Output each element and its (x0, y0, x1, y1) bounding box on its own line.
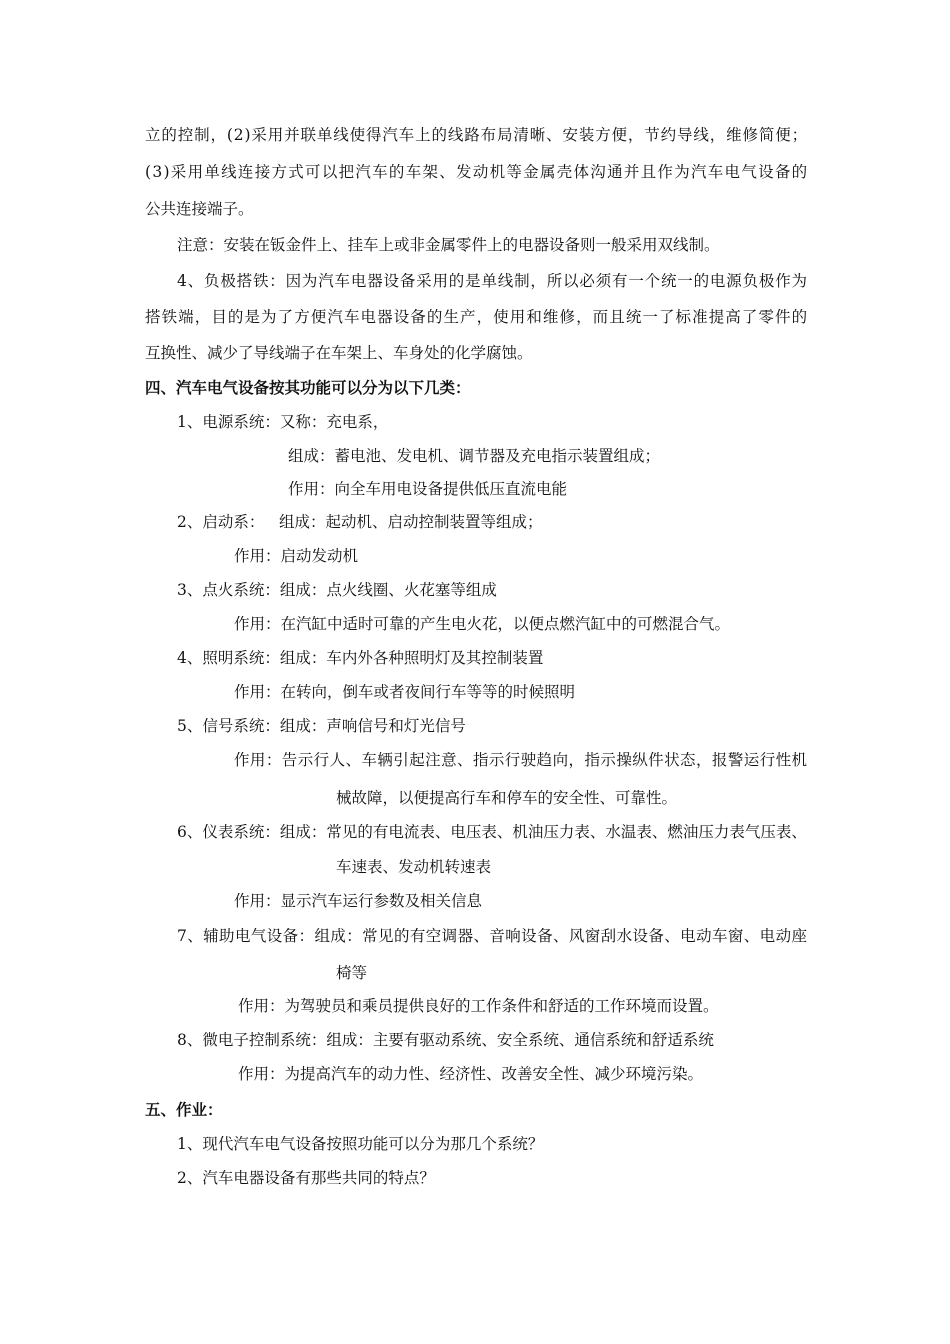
system-function: 作用：为驾驶员和乘员提供良好的工作条件和舒适的工作环境而设置。 (238, 997, 719, 1015)
system-title: 6、仪表系统：组成：常见的有电流表、电压表、机油压力表、水温表、燃油压力表气压表、 (177, 823, 807, 841)
system-title: 5、信号系统：组成：声响信号和灯光信号 (177, 717, 466, 735)
system-title: 2、启动系： (177, 513, 265, 531)
system-composition: 组成：蓄电池、发电机、调节器及充电指示装置组成； (288, 447, 661, 465)
system-title: 4、照明系统：组成：车内外各种照明灯及其控制装置 (177, 649, 544, 667)
paragraph-line: (3)采用单线连接方式可以把汽车的车架、发动机等金属壳体沟通并且作为汽车电气设备的 (145, 163, 809, 181)
system-title: 3、点火系统：组成：点火线圈、火花塞等组成 (177, 581, 497, 599)
system-function: 作用：启动发动机 (234, 547, 359, 565)
system-function: 作用：向全车用电设备提供低压直流电能 (288, 480, 568, 498)
homework-item: 2、汽车电器设备有那些共同的特点？ (177, 1169, 435, 1187)
system-function: 作用：在汽缸中适时可靠的产生电火花，以便点燃汽缸中的可燃混合气。 (234, 615, 731, 633)
paragraph-line: 立的控制，(2)采用并联单线使得汽车上的线路布局清晰、安装方便，节约导线，维修简便； (145, 126, 808, 144)
system-title: 1、电源系统：又称：充电系， (177, 413, 389, 431)
homework-item: 1、现代汽车电气设备按照功能可以分为那几个系统？ (177, 1135, 544, 1153)
system-function: 作用：显示汽车运行参数及相关信息 (234, 892, 483, 910)
section-heading: 四、汽车电气设备按其功能可以分为以下几类： (145, 378, 471, 397)
system-function: 作用：为提高汽车的动力性、经济性、改善安全性、减少环境污染。 (238, 1065, 704, 1083)
system-title: 8、微电子控制系统：组成：主要有驱动系统、安全系统、通信系统和舒适系统 (177, 1031, 714, 1049)
system-title-continued: 椅等 (336, 964, 368, 982)
paragraph-line: 公共连接端子。 (145, 200, 254, 218)
paragraph-line: 互换性、减少了导线端子在车架上、车身处的化学腐蚀。 (145, 344, 533, 362)
system-function: 作用：在转向，倒车或者夜间行车等等的时候照明 (234, 683, 576, 701)
system-function-continued: 械故障，以便提高行车和停车的安全性、可靠性。 (336, 789, 678, 807)
system-composition: 组成：起动机、启动控制装置等组成； (279, 513, 543, 531)
paragraph-line: 搭铁端，目的是为了方便汽车电器设备的生产，使用和维修，而且统一了标准提高了零件的 (145, 308, 809, 326)
system-title-continued: 车速表、发动机转速表 (336, 858, 492, 876)
note-text: 注意：安装在钣金件上、挂车上或非金属零件上的电器设备则一般采用双线制。 (177, 236, 720, 254)
system-title: 7、辅助电气设备：组成：常见的有空调器、音响设备、风窗刮水设备、电动车窗、电动座 (177, 927, 808, 945)
section-heading: 五、作业： (145, 1100, 223, 1119)
system-function: 作用：告示行人、车辆引起注意、指示行驶趋向，指示操纵件状态，报警运行性机 (234, 751, 808, 769)
paragraph-line: 4、负极搭铁：因为汽车电器设备采用的是单线制，所以必须有一个统一的电源负极作为 (177, 272, 808, 290)
